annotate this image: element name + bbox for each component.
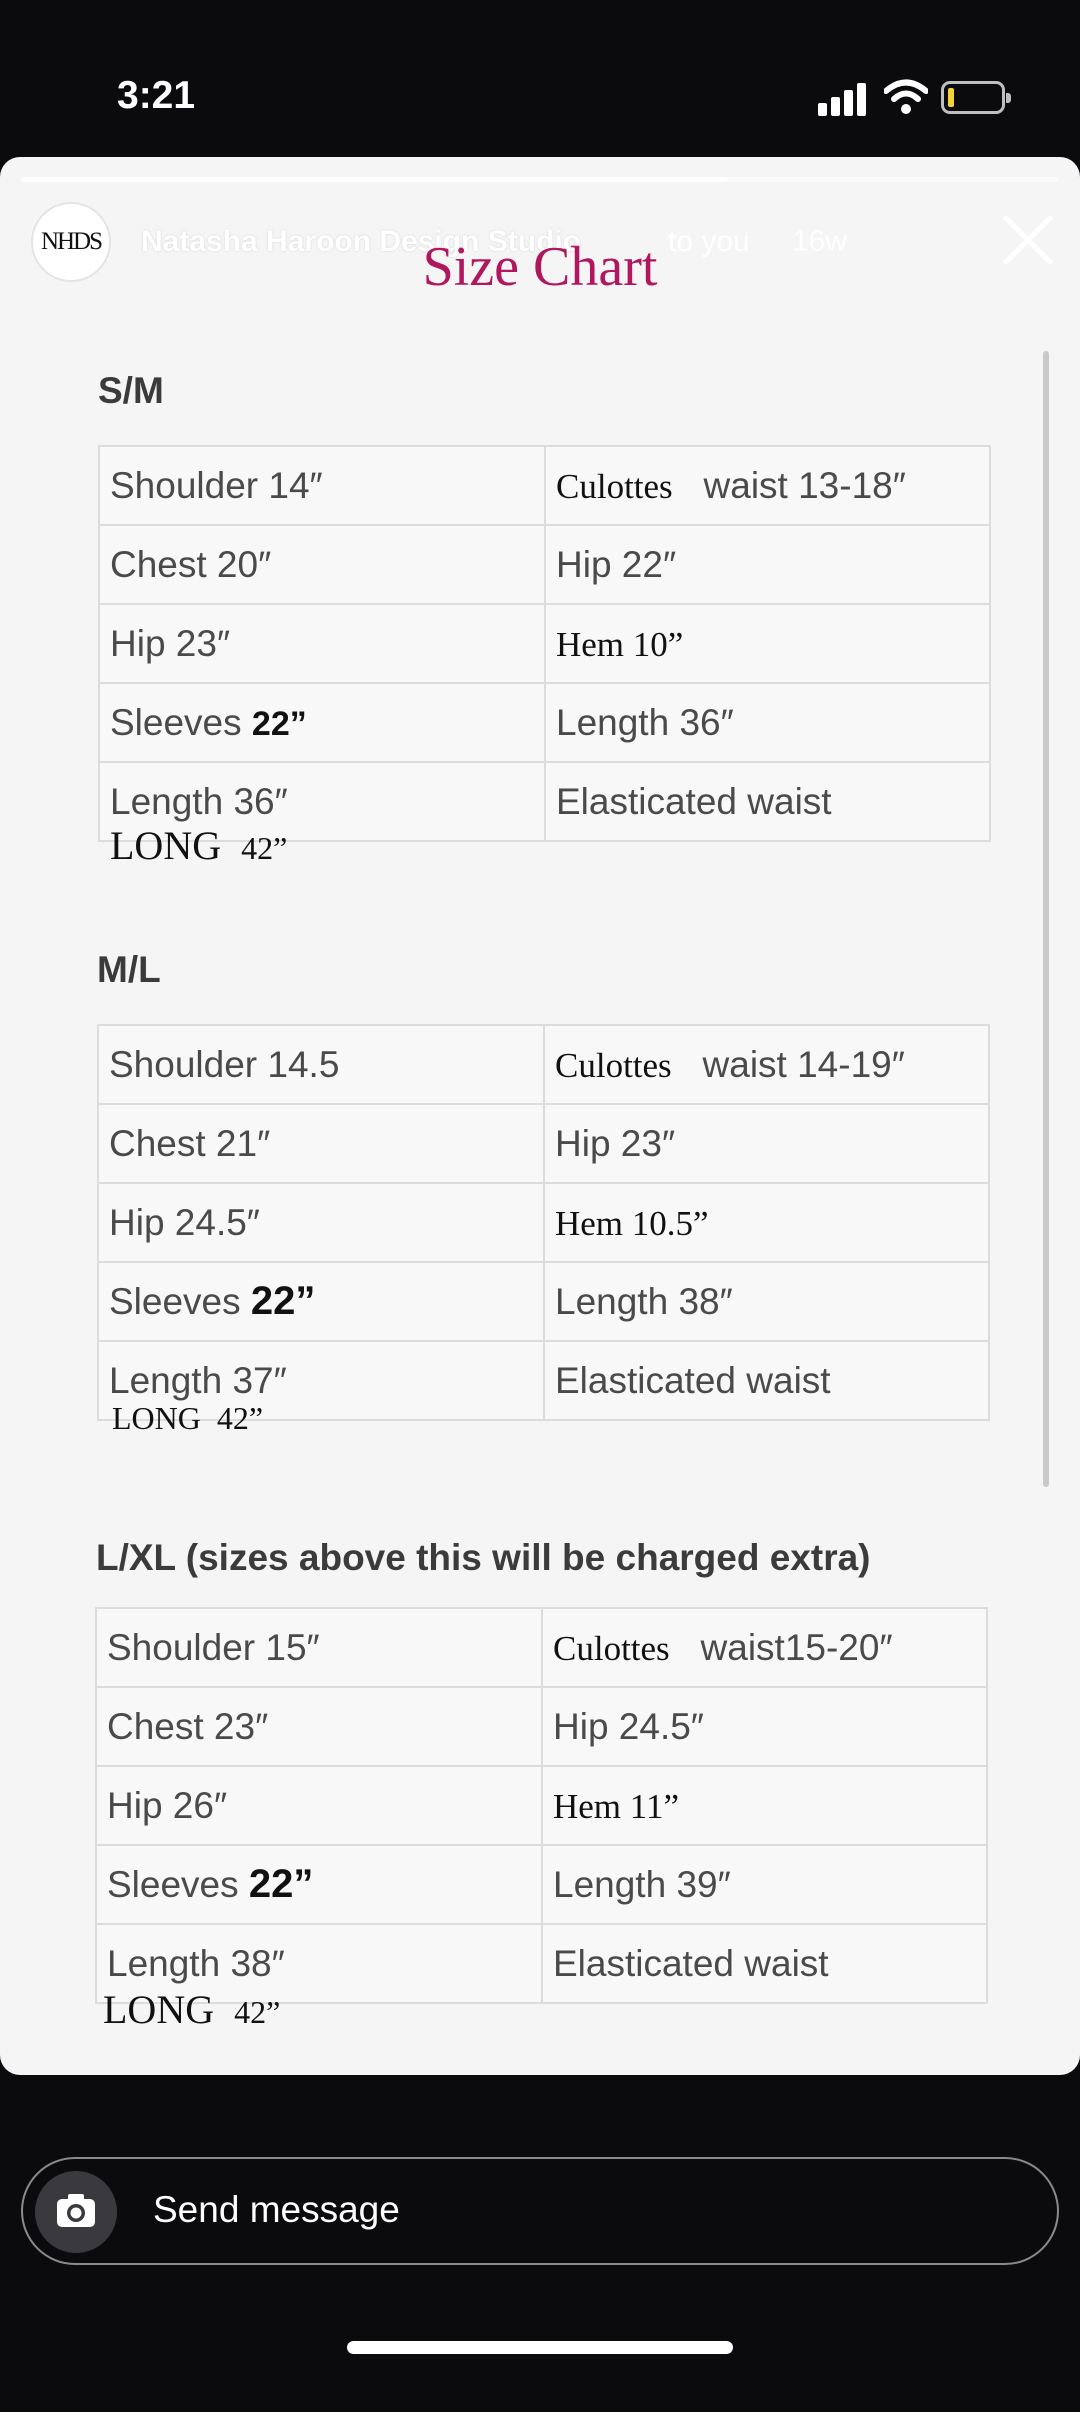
table-cell: Elasticated waist [545,762,990,841]
story-age: 16w [792,225,848,258]
battery-level [948,88,954,107]
table-cell: Hip 26″ [96,1766,542,1845]
table-row [98,1183,989,1262]
table-cell: Chest 23″ [96,1687,542,1766]
table-cell: Culottes waist 13-18″ [545,446,990,525]
table-cell: Elasticated waist [544,1341,989,1420]
table-row [96,1687,987,1766]
table-cell: Hem 10.5” [544,1183,989,1262]
table-cell: Shoulder 14″ [99,446,545,525]
table-cell: Hem 11” [542,1766,987,1845]
long-note: LONG 42” [103,1987,281,2032]
size-table-sm [98,445,991,842]
table-cell: Sleeves 22” [96,1845,542,1924]
cellular-signal-icon [818,82,868,116]
battery-icon [941,81,1005,114]
status-bar [0,0,1080,150]
table-row [96,1766,987,1845]
table-row [96,1608,987,1687]
table-cell: Length 38″ [544,1262,989,1341]
table-cell: Length 39″ [542,1845,987,1924]
table-cell: Hip 24.5″ [98,1183,544,1262]
table-row [99,525,990,604]
table-cell: Elasticated waist [542,1924,987,2003]
table-cell: Culottes waist15-20″ [542,1608,987,1687]
table-cell: Hip 24.5″ [542,1687,987,1766]
table-row [98,1104,989,1183]
long-note: LONG 42” [110,823,288,868]
table-row [99,446,990,525]
table-cell: Shoulder 15″ [96,1608,542,1687]
sender-suffix: to you [668,225,750,258]
size-table-lxl [95,1607,988,2004]
table-row [99,604,990,683]
camera-button[interactable] [35,2171,117,2253]
table-cell: Shoulder 14.5 [98,1025,544,1104]
camera-icon [35,2171,117,2253]
table-row [99,683,990,762]
status-time: 3:21 [117,74,196,117]
table-cell: Hip 23″ [99,604,545,683]
section-label-lxl: L/XL (sizes above this will be charged extra) [96,1537,871,1578]
wifi-icon [884,78,928,116]
sender-name[interactable]: Natasha Haroon Design Studio [141,225,582,258]
size-table-ml [97,1024,990,1421]
home-indicator[interactable] [347,2341,733,2354]
table-cell: Chest 20″ [99,525,545,604]
chart-title: Size Chart [422,236,658,298]
table-cell: Length 37″ [98,1341,544,1420]
table-cell: Length 38″ [96,1924,542,2003]
section-label-sm: S/M [98,370,164,411]
story-card[interactable] [0,157,1080,2075]
table-cell: Hip 23″ [544,1104,989,1183]
table-cell: Length 36″ [545,683,990,762]
long-note: LONG 42” [112,1400,264,1436]
message-input[interactable]: Send message [153,2189,400,2230]
table-cell: Hem 10” [545,604,990,683]
table-cell: Culottes waist 14-19″ [544,1025,989,1104]
send-message-bar[interactable] [21,2157,1059,2265]
table-cell: Chest 21″ [98,1104,544,1183]
avatar[interactable]: NHDS [31,202,111,282]
table-cell: Length 36″ [99,762,545,841]
table-row [98,1025,989,1104]
table-cell: Hip 22″ [545,525,990,604]
table-row [98,1262,989,1341]
table-row [96,1845,987,1924]
table-cell: Sleeves 22” [99,683,545,762]
scrollbar[interactable] [1043,351,1049,1487]
section-label-ml: M/L [97,949,161,990]
table-cell: Sleeves 22” [98,1262,544,1341]
